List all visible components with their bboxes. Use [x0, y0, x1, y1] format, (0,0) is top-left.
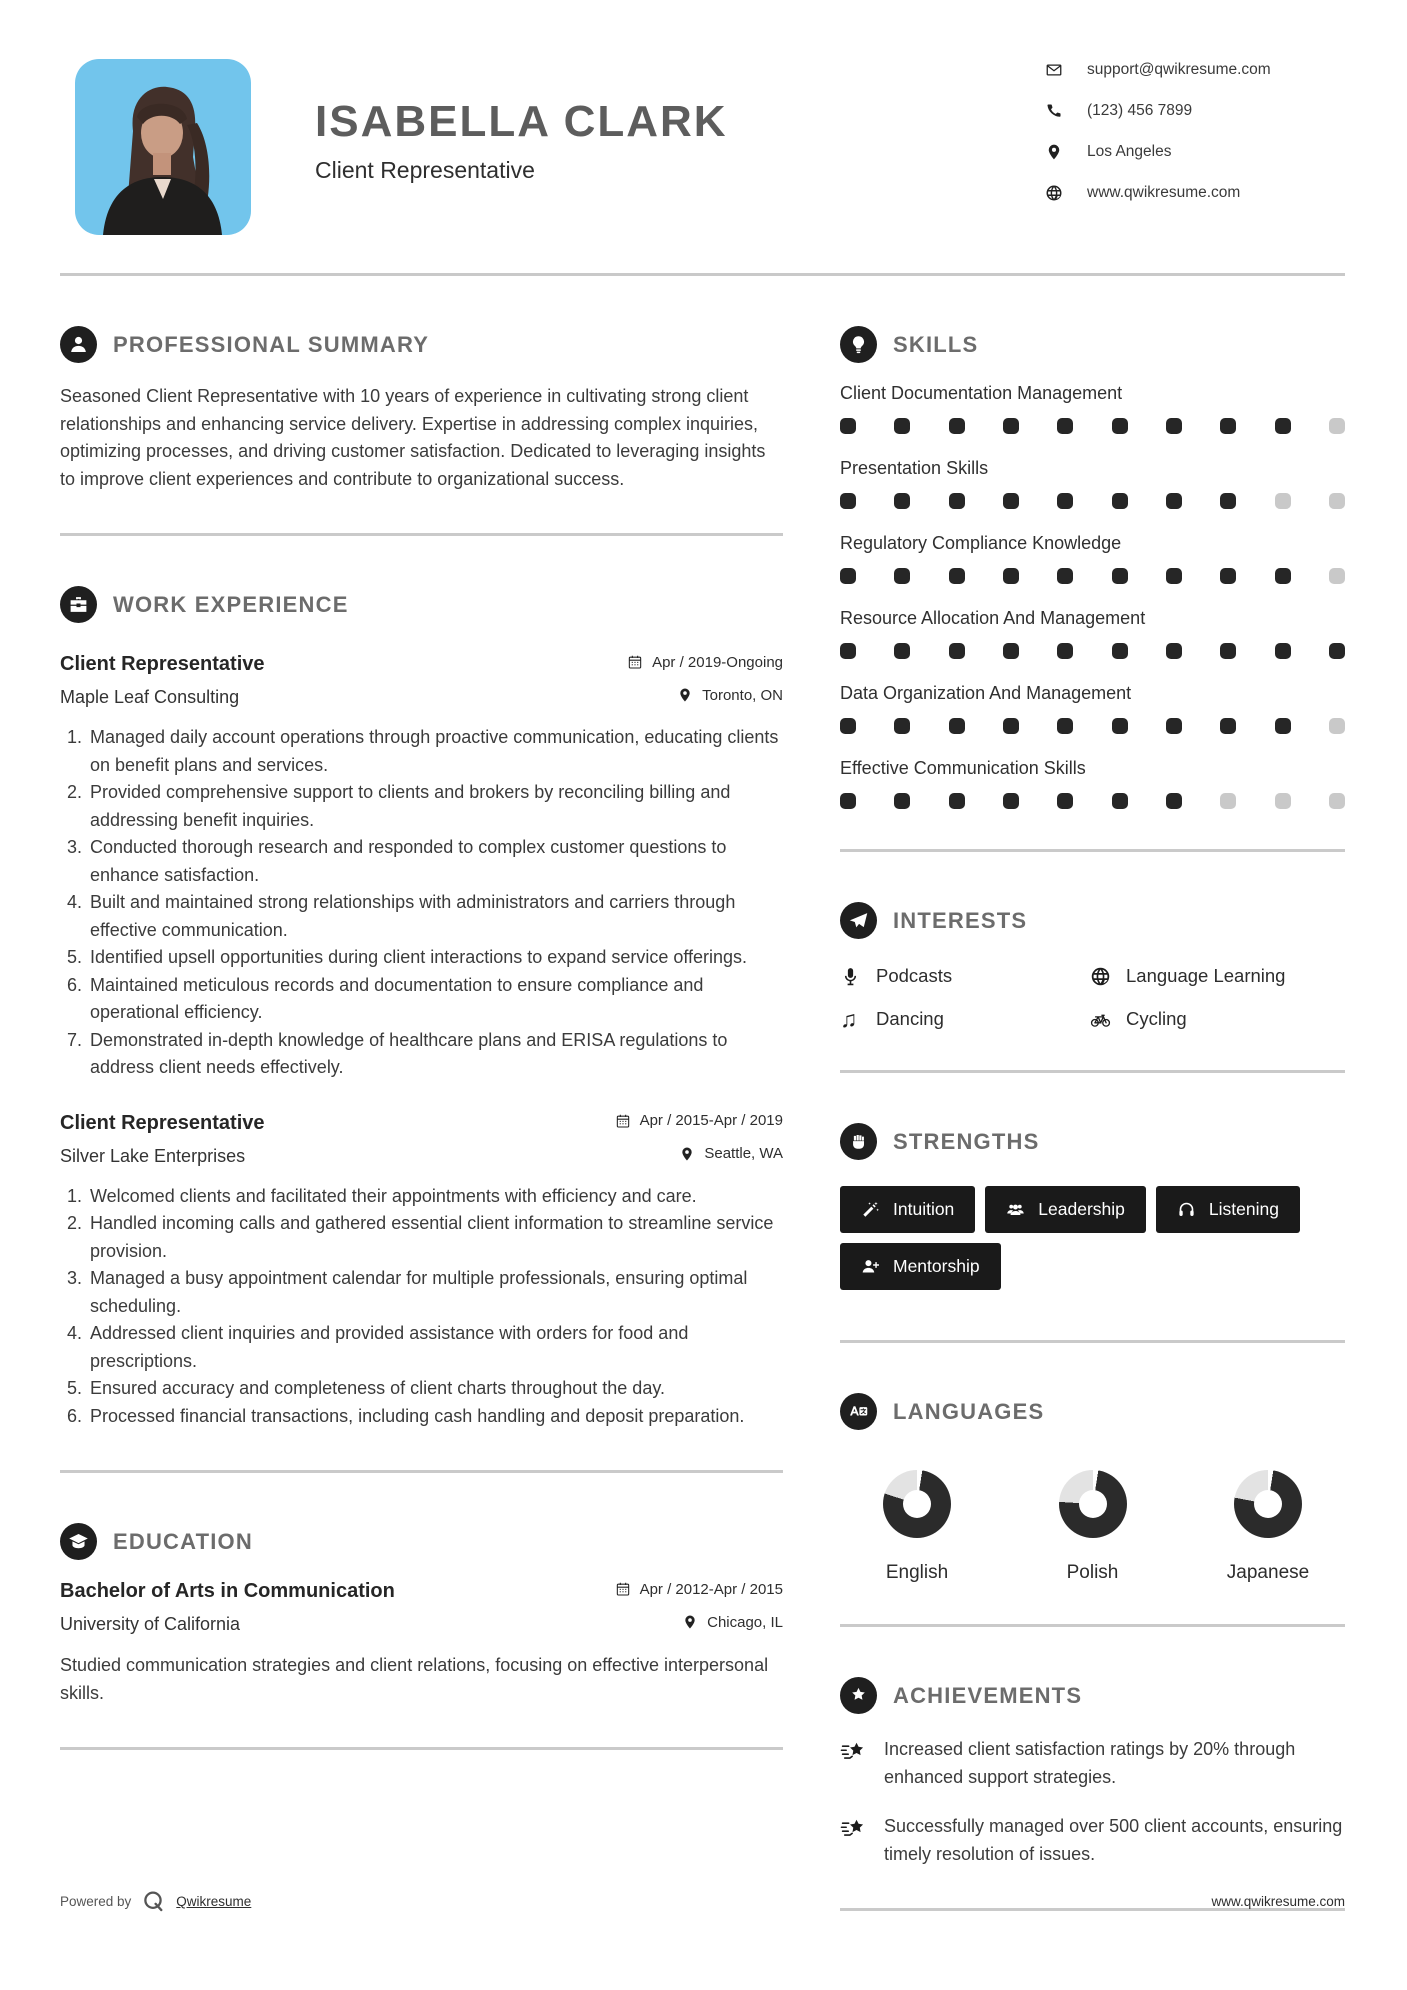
rating-dot: [894, 643, 910, 659]
bicycle-icon: [1090, 1009, 1111, 1030]
degree-name: Bachelor of Arts in Communication: [60, 1580, 395, 1602]
interest-label: Podcasts: [876, 965, 953, 986]
contact-text: Los Angeles: [1087, 143, 1172, 160]
rating-dot: [894, 718, 910, 734]
job-title: Client Representative: [60, 1111, 265, 1134]
page-footer: [60, 1889, 1345, 1914]
candidate-title: Client Representative: [315, 157, 535, 184]
strength-pill: [840, 1243, 1001, 1290]
music-note-icon: ♫: [840, 1005, 858, 1032]
education-header: [60, 1523, 783, 1560]
languages-list: [840, 1470, 1345, 1584]
profile-photo-illustration: [75, 59, 251, 235]
summary-title: PROFESSIONAL SUMMARY: [113, 331, 430, 357]
rating-dot: [1003, 718, 1019, 734]
location-icon: [1045, 143, 1063, 161]
rating-dot: [1003, 493, 1019, 509]
calendar-icon: [627, 654, 643, 670]
job-company-row: [60, 676, 783, 708]
achievement-item: [840, 1736, 1345, 1791]
pin-icon: [682, 1614, 698, 1630]
shooting-star-icon: [840, 1738, 867, 1765]
rating-dot: [949, 793, 965, 809]
rating-dot: [1329, 718, 1345, 734]
globe-icon: [1090, 966, 1111, 987]
rating-dot: [894, 568, 910, 584]
job-bullet: 1. Welcomed clients and facilitated their appointments with efficiency and care.: [87, 1183, 783, 1211]
education-row2: [60, 1603, 783, 1635]
summary-header: [60, 326, 783, 363]
achievements-list: [840, 1736, 1345, 1868]
skill-rating: [840, 418, 1345, 434]
rating-dot: [1329, 568, 1345, 584]
education-row: [60, 1580, 783, 1603]
contact-text: www.qwikresume.com: [1087, 184, 1241, 201]
education-dates: [615, 1581, 783, 1598]
rating-dot: [1112, 493, 1128, 509]
job-bullet: 4. Addressed client inquiries and provided assistance with orders for food and prescriptions.: [87, 1320, 783, 1375]
job-bullet: 5. Ensured accuracy and completeness of client charts throughout the day.: [87, 1375, 783, 1403]
skill-rating: [840, 568, 1345, 584]
job-entry: [60, 653, 783, 1082]
fist-icon: [840, 1123, 877, 1160]
section-summary: [60, 326, 783, 493]
skill-item: [840, 383, 1345, 434]
contact-item: [1045, 143, 1345, 161]
rating-dot: [1166, 493, 1182, 509]
name-block: [315, 59, 728, 184]
candidate-name: ISABELLA CLARK: [315, 97, 728, 146]
job-company-row: [60, 1135, 783, 1167]
interest-label: Cycling: [1126, 1008, 1187, 1029]
job-dates: [615, 1112, 783, 1129]
job-location-text: Toronto, ON: [702, 686, 783, 704]
rating-dot: [1329, 793, 1345, 809]
rating-dot: [949, 568, 965, 584]
microphone-icon: [840, 966, 861, 987]
education-location-text: Chicago, IL: [707, 1613, 783, 1631]
achievement-text: Successfully managed over 500 client accounts, ensuring timely resolution of issues.: [884, 1816, 1343, 1864]
profile-photo: [75, 59, 251, 235]
job-bullet-list: [60, 724, 783, 1082]
rating-dot: [1220, 568, 1236, 584]
skill-rating: [840, 793, 1345, 809]
rating-dot: [1057, 568, 1073, 584]
job-bullet-list: [60, 1183, 783, 1431]
experience-title: WORK EXPERIENCE: [113, 591, 349, 617]
rating-dot: [1003, 568, 1019, 584]
job-list: [60, 653, 783, 1430]
rating-dot: [840, 418, 856, 434]
wand-icon: [861, 1200, 880, 1219]
right-column: [840, 276, 1345, 1911]
divider: [60, 533, 783, 536]
rating-dot: [840, 643, 856, 659]
rating-dot: [1112, 643, 1128, 659]
contact-text: (123) 456 7899: [1087, 102, 1193, 119]
interest-item: [1090, 965, 1345, 987]
languages-header: [840, 1393, 1345, 1430]
rating-dot: [1220, 793, 1236, 809]
job-bullet: 2. Handled incoming calls and gathered essential client information to streamline service provision.: [87, 1210, 783, 1265]
language-label: Polish: [1066, 1562, 1119, 1583]
rating-dot: [1220, 643, 1236, 659]
strength-label: Intuition: [893, 1199, 955, 1219]
translate-icon: [840, 1393, 877, 1430]
lightbulb-icon: [840, 326, 877, 363]
skill-name: Effective Communication Skills: [840, 758, 1086, 778]
interests-title: INTERESTS: [893, 907, 1028, 933]
company-name: Silver Lake Enterprises: [60, 1145, 246, 1166]
job-dates-text: Apr / 2019-Ongoing: [652, 653, 783, 671]
strength-pill: [840, 1186, 975, 1233]
education-location: [682, 1614, 783, 1631]
language-item: [1038, 1470, 1148, 1584]
rating-dot: [1003, 643, 1019, 659]
rating-dot: [949, 493, 965, 509]
job-bullet: 1. Managed daily account operations through proactive communication, educating clients on benefit plans and services.: [87, 724, 783, 779]
skill-name: Regulatory Compliance Knowledge: [840, 533, 1122, 553]
education-title: EDUCATION: [113, 1528, 253, 1554]
skill-rating: [840, 643, 1345, 659]
footer-branding: [60, 1889, 251, 1914]
skills-title: SKILLS: [893, 331, 979, 357]
user-plus-icon: [861, 1257, 880, 1276]
contact-item: [1045, 184, 1345, 202]
divider: [840, 1340, 1345, 1343]
job-location: [677, 687, 783, 704]
rating-dot: [1057, 493, 1073, 509]
skill-name: Client Documentation Management: [840, 383, 1123, 403]
rating-dot: [949, 718, 965, 734]
star-icon: [840, 1677, 877, 1714]
rating-dot: [1329, 643, 1345, 659]
rating-dot: [1112, 793, 1128, 809]
headphones-icon: [1177, 1200, 1196, 1219]
interest-label: Dancing: [876, 1008, 944, 1029]
skill-rating: [840, 718, 1345, 734]
rating-dot: [1003, 418, 1019, 434]
shooting-star-icon: [840, 1815, 867, 1842]
strength-label: Leadership: [1038, 1199, 1125, 1219]
resume-header: [0, 0, 1407, 235]
rating-dot: [1112, 718, 1128, 734]
rating-dot: [894, 418, 910, 434]
job-bullet: 3. Managed a busy appointment calendar for multiple professionals, ensuring optimal scheduling.: [87, 1265, 783, 1320]
rating-dot: [840, 793, 856, 809]
skill-item: [840, 533, 1345, 584]
person-icon: [60, 326, 97, 363]
rating-dot: [1166, 568, 1182, 584]
strength-pill: [985, 1186, 1146, 1233]
achievements-title: ACHIEVEMENTS: [893, 1682, 1083, 1708]
rating-dot: [1166, 793, 1182, 809]
section-achievements: [840, 1677, 1345, 1868]
briefcase-icon: [60, 586, 97, 623]
interest-item: [1090, 1008, 1345, 1030]
skill-name: Data Organization And Management: [840, 683, 1132, 703]
qwikresume-logo-icon: [141, 1889, 166, 1914]
rating-dot: [1112, 568, 1128, 584]
job-title-row: [60, 653, 783, 676]
rating-dot: [1057, 418, 1073, 434]
skill-name: Resource Allocation And Management: [840, 608, 1146, 628]
rating-dot: [840, 493, 856, 509]
rating-dot: [840, 718, 856, 734]
rating-dot: [1057, 793, 1073, 809]
job-bullet: 7. Demonstrated in-depth knowledge of healthcare plans and ERISA regulations to address client needs effectively.: [87, 1027, 783, 1082]
school-name: University of California: [60, 1614, 241, 1634]
skill-item: [840, 458, 1345, 509]
job-bullet: 6. Maintained meticulous records and documentation to ensure compliance and operational efficiency.: [87, 972, 783, 1027]
section-languages: [840, 1393, 1345, 1584]
language-donut: [1059, 1470, 1127, 1538]
divider: [840, 849, 1345, 852]
language-label: Japanese: [1226, 1562, 1310, 1583]
skill-name: Presentation Skills: [840, 458, 989, 478]
skill-item: [840, 758, 1345, 809]
powered-by-label: Powered by: [60, 1894, 132, 1909]
strengths-list: [840, 1186, 1345, 1300]
rating-dot: [894, 793, 910, 809]
summary-text: Seasoned Client Representative with 10 years of experience in cultivating strong client relationships and enhancing service delivery. Expertise in addressing complex inquiries, optimizing processes, and driving customer satisfaction. Dedicated to leveraging insights to improve client experiences and contribute to organizational success.: [60, 386, 766, 489]
job-dates-text: Apr / 2015-Apr / 2019: [639, 1112, 783, 1129]
rating-dot: [1275, 418, 1291, 434]
graduation-icon: [60, 1523, 97, 1560]
calendar-icon: [615, 1113, 631, 1129]
job-location: [679, 1145, 783, 1162]
qwikresume-link[interactable]: Qwikresume: [176, 1894, 252, 1909]
job-entry: [60, 1112, 783, 1431]
job-bullet: 3. Conducted thorough research and responded to complex customer questions to enhance satisfaction.: [87, 834, 783, 889]
strengths-header: [840, 1123, 1345, 1160]
language-item: [862, 1470, 972, 1584]
divider: [60, 1470, 783, 1473]
users-icon: [1006, 1200, 1025, 1219]
experience-header: [60, 586, 783, 623]
interests-grid: [840, 965, 1345, 1030]
rating-dot: [840, 568, 856, 584]
company-name: Maple Leaf Consulting: [60, 687, 240, 707]
divider: [840, 1070, 1345, 1073]
job-title: Client Representative: [60, 653, 265, 675]
section-strengths: [840, 1123, 1345, 1300]
language-label: English: [885, 1562, 949, 1583]
paper-plane-icon: [840, 902, 877, 939]
achievement-text: Increased client satisfaction ratings by 20% through enhanced support strategies.: [884, 1739, 1296, 1787]
rating-dot: [894, 493, 910, 509]
rating-dot: [1220, 418, 1236, 434]
interest-item: [840, 965, 1090, 987]
rating-dot: [1057, 718, 1073, 734]
section-skills: [840, 326, 1345, 809]
contact-text: support@qwikresume.com: [1087, 61, 1271, 78]
language-donut: [883, 1470, 951, 1538]
strength-label: Listening: [1208, 1199, 1279, 1219]
skill-item: [840, 608, 1345, 659]
interest-item: [840, 1005, 1090, 1032]
contact-item: [1045, 61, 1345, 79]
footer-website: www.qwikresume.com: [1211, 1894, 1345, 1909]
rating-dot: [1329, 493, 1345, 509]
section-interests: [840, 902, 1345, 1030]
achievements-header: [840, 1677, 1345, 1714]
content-columns: [0, 276, 1407, 1911]
divider: [60, 1747, 783, 1750]
pin-icon: [677, 687, 693, 703]
language-item: [1213, 1470, 1323, 1584]
left-column: [60, 276, 783, 1750]
contact-item: [1045, 102, 1345, 120]
rating-dot: [949, 418, 965, 434]
rating-dot: [1275, 493, 1291, 509]
strength-label: Mentorship: [893, 1256, 980, 1276]
rating-dot: [1220, 493, 1236, 509]
strengths-title: STRENGTHS: [893, 1128, 1040, 1154]
rating-dot: [1329, 418, 1345, 434]
rating-dot: [1275, 793, 1291, 809]
rating-dot: [1166, 718, 1182, 734]
education-description: Studied communication strategies and client relations, focusing on effective interpersonal skills.: [60, 1655, 769, 1703]
section-experience: [60, 586, 783, 1430]
email-icon: [1045, 61, 1063, 79]
interests-header: [840, 902, 1345, 939]
pin-icon: [679, 1146, 695, 1162]
interest-label: Language Learning: [1126, 965, 1286, 986]
job-title-row: [60, 1112, 783, 1135]
job-location-text: Seattle, WA: [704, 1145, 783, 1162]
skills-list: [840, 383, 1345, 809]
rating-dot: [1275, 643, 1291, 659]
phone-icon: [1045, 102, 1063, 120]
education-dates-text: Apr / 2012-Apr / 2015: [639, 1580, 783, 1598]
skill-item: [840, 683, 1345, 734]
rating-dot: [1166, 643, 1182, 659]
rating-dot: [1275, 718, 1291, 734]
skills-header: [840, 326, 1345, 363]
divider: [840, 1624, 1345, 1627]
job-dates: [627, 654, 783, 671]
achievement-item: [840, 1813, 1345, 1868]
rating-dot: [1220, 718, 1236, 734]
language-donut: [1234, 1470, 1302, 1538]
globe-icon: [1045, 184, 1063, 202]
rating-dot: [1166, 418, 1182, 434]
rating-dot: [1003, 793, 1019, 809]
job-bullet: 4. Built and maintained strong relationships with administrators and carriers through effective communication.: [87, 889, 783, 944]
rating-dot: [1057, 643, 1073, 659]
section-education: [60, 1523, 783, 1707]
rating-dot: [1112, 418, 1128, 434]
calendar-icon: [615, 1581, 631, 1597]
skill-rating: [840, 493, 1345, 509]
rating-dot: [949, 643, 965, 659]
job-bullet: 5. Identified upsell opportunities during client interactions to expand service offerings.: [87, 944, 783, 972]
languages-title: LANGUAGES: [893, 1398, 1045, 1424]
job-bullet: 2. Provided comprehensive support to clients and brokers by reconciling billing and addressing benefit inquiries.: [87, 779, 783, 834]
rating-dot: [1275, 568, 1291, 584]
strength-pill: [1156, 1186, 1300, 1233]
job-bullet: 6. Processed financial transactions, including cash handling and deposit preparation.: [87, 1403, 783, 1431]
contact-list: [1045, 61, 1345, 225]
